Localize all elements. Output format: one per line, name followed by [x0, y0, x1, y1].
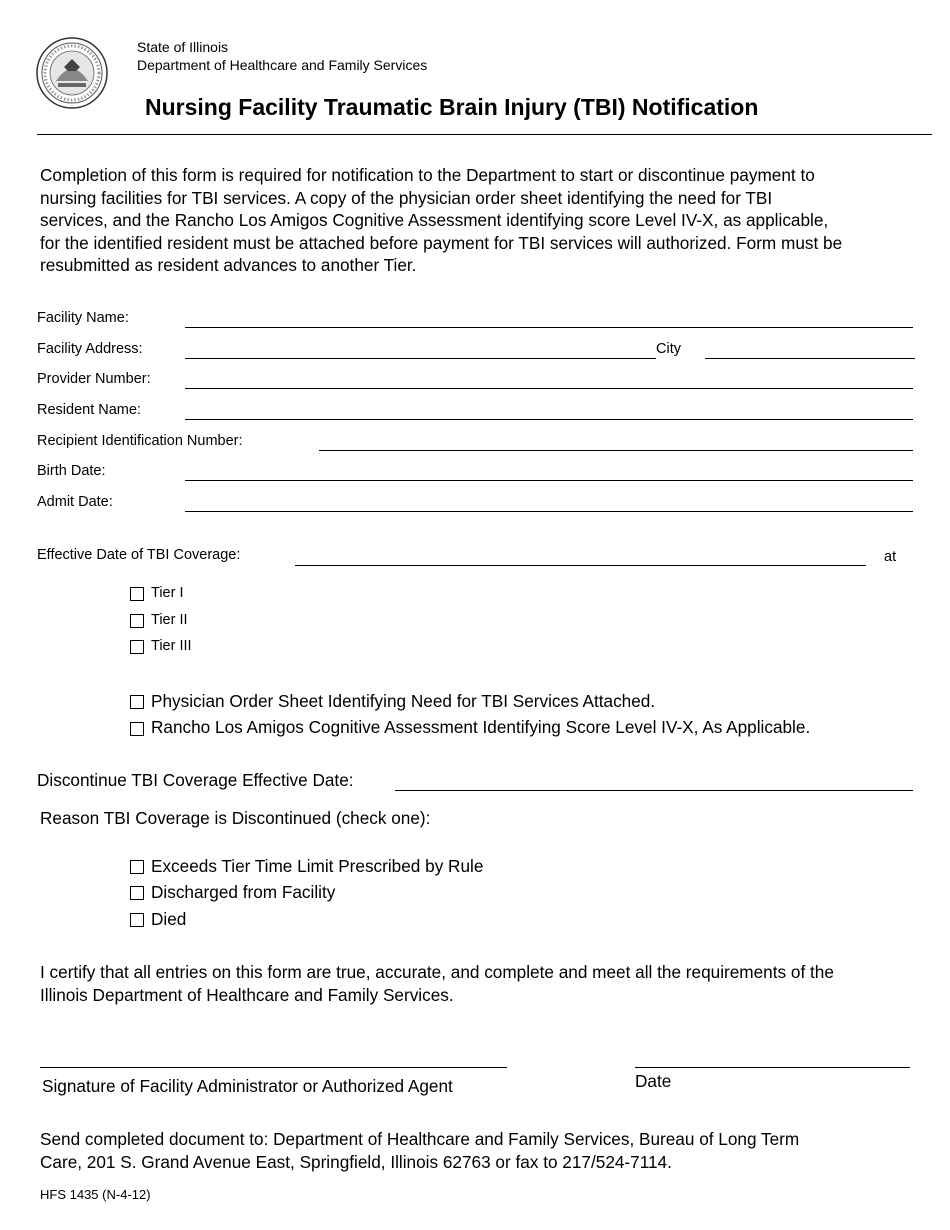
recipient-id-field[interactable]	[319, 450, 913, 451]
agency-block	[137, 38, 427, 74]
tier-1-checkbox[interactable]	[130, 587, 144, 601]
signature-label: Signature of Facility Administrator or Authorized Agent	[42, 1076, 453, 1096]
physician-order-label: Physician Order Sheet Identifying Need for TBI Services Attached.	[151, 691, 656, 711]
reason-discharged-label: Discharged from Facility	[151, 882, 336, 902]
certification-text: I certify that all entries on this form are true, accurate, and complete and meet all the requirements of the Illinois Department of Healthcare and Family Services.	[40, 962, 834, 1005]
admit-date-label: Admit Date:	[37, 494, 113, 510]
discontinue-date-label: Discontinue TBI Coverage Effective Date:	[37, 770, 354, 790]
date-field[interactable]	[635, 1067, 910, 1068]
signature-field[interactable]	[40, 1067, 507, 1068]
discontinue-reason-heading: Reason TBI Coverage is Discontinued (check one):	[40, 808, 431, 828]
reason-discharged-checkbox[interactable]	[130, 886, 144, 900]
birth-date-label: Birth Date:	[37, 463, 106, 479]
reason-exceeds-checkbox[interactable]	[130, 860, 144, 874]
state-seal	[36, 37, 108, 109]
tier-3-label: Tier III	[151, 638, 192, 654]
date-label: Date	[635, 1071, 672, 1091]
header-divider	[37, 134, 932, 135]
effective-date-field[interactable]	[295, 565, 866, 566]
admit-date-field[interactable]	[185, 511, 913, 512]
provider-number-label: Provider Number:	[37, 371, 151, 387]
rancho-assessment-label: Rancho Los Amigos Cognitive Assessment Identifying Score Level IV-X, As Applicable.	[151, 717, 811, 737]
tier-2-label: Tier II	[151, 612, 188, 628]
page-title: Nursing Facility Traumatic Brain Injury (TBI) Notification	[145, 94, 759, 120]
state-name: State of Illinois	[137, 39, 229, 55]
facility-address-field[interactable]	[185, 358, 656, 359]
birth-date-field[interactable]	[185, 480, 913, 481]
tier-1-label: Tier I	[151, 585, 184, 601]
tier-3-checkbox[interactable]	[130, 640, 144, 654]
facility-name-label: Facility Name:	[37, 310, 129, 326]
resident-name-field[interactable]	[185, 419, 913, 420]
reason-died-checkbox[interactable]	[130, 913, 144, 927]
form-number: HFS 1435 (N-4-12)	[40, 1187, 151, 1202]
facility-name-field[interactable]	[185, 327, 913, 328]
reason-died-label: Died	[151, 909, 187, 929]
rancho-assessment-checkbox[interactable]	[130, 722, 144, 736]
discontinue-date-field[interactable]	[395, 790, 913, 791]
reason-exceeds-label: Exceeds Tier Time Limit Prescribed by Rule	[151, 856, 484, 876]
effective-date-label: Effective Date of TBI Coverage:	[37, 547, 241, 563]
city-field[interactable]	[705, 358, 915, 359]
state-seal-icon	[36, 37, 108, 109]
department-name: Department of Healthcare and Family Services	[137, 57, 428, 73]
city-label: City	[656, 341, 681, 357]
send-to-text: Send completed document to: Department of Healthcare and Family Services, Bureau of Long Term Care, 201 S. Grand Avenue East, Springfield, Illinois 62763 or fax to 217/524-7114.	[40, 1129, 800, 1172]
facility-address-label: Facility Address:	[37, 341, 143, 357]
physician-order-checkbox[interactable]	[130, 695, 144, 709]
resident-name-label: Resident Name:	[37, 402, 141, 418]
provider-number-field[interactable]	[185, 388, 913, 389]
recipient-id-label: Recipient Identification Number:	[37, 433, 243, 449]
intro-paragraph: Completion of this form is required for notification to the Department to start or discontinue payment to nursing facilities for TBI services. A copy of the physician order sheet identifying the need for TBI services, and the Rancho Los Amigos Cognitive Assessment identifying score Level IV-X, as applicable, for the identified resident must be attached before payment for TBI services will authorized. Form must be resubmitted as resident advances to another Tier.	[40, 165, 843, 276]
tier-2-checkbox[interactable]	[130, 614, 144, 628]
at-label: at	[884, 549, 897, 565]
